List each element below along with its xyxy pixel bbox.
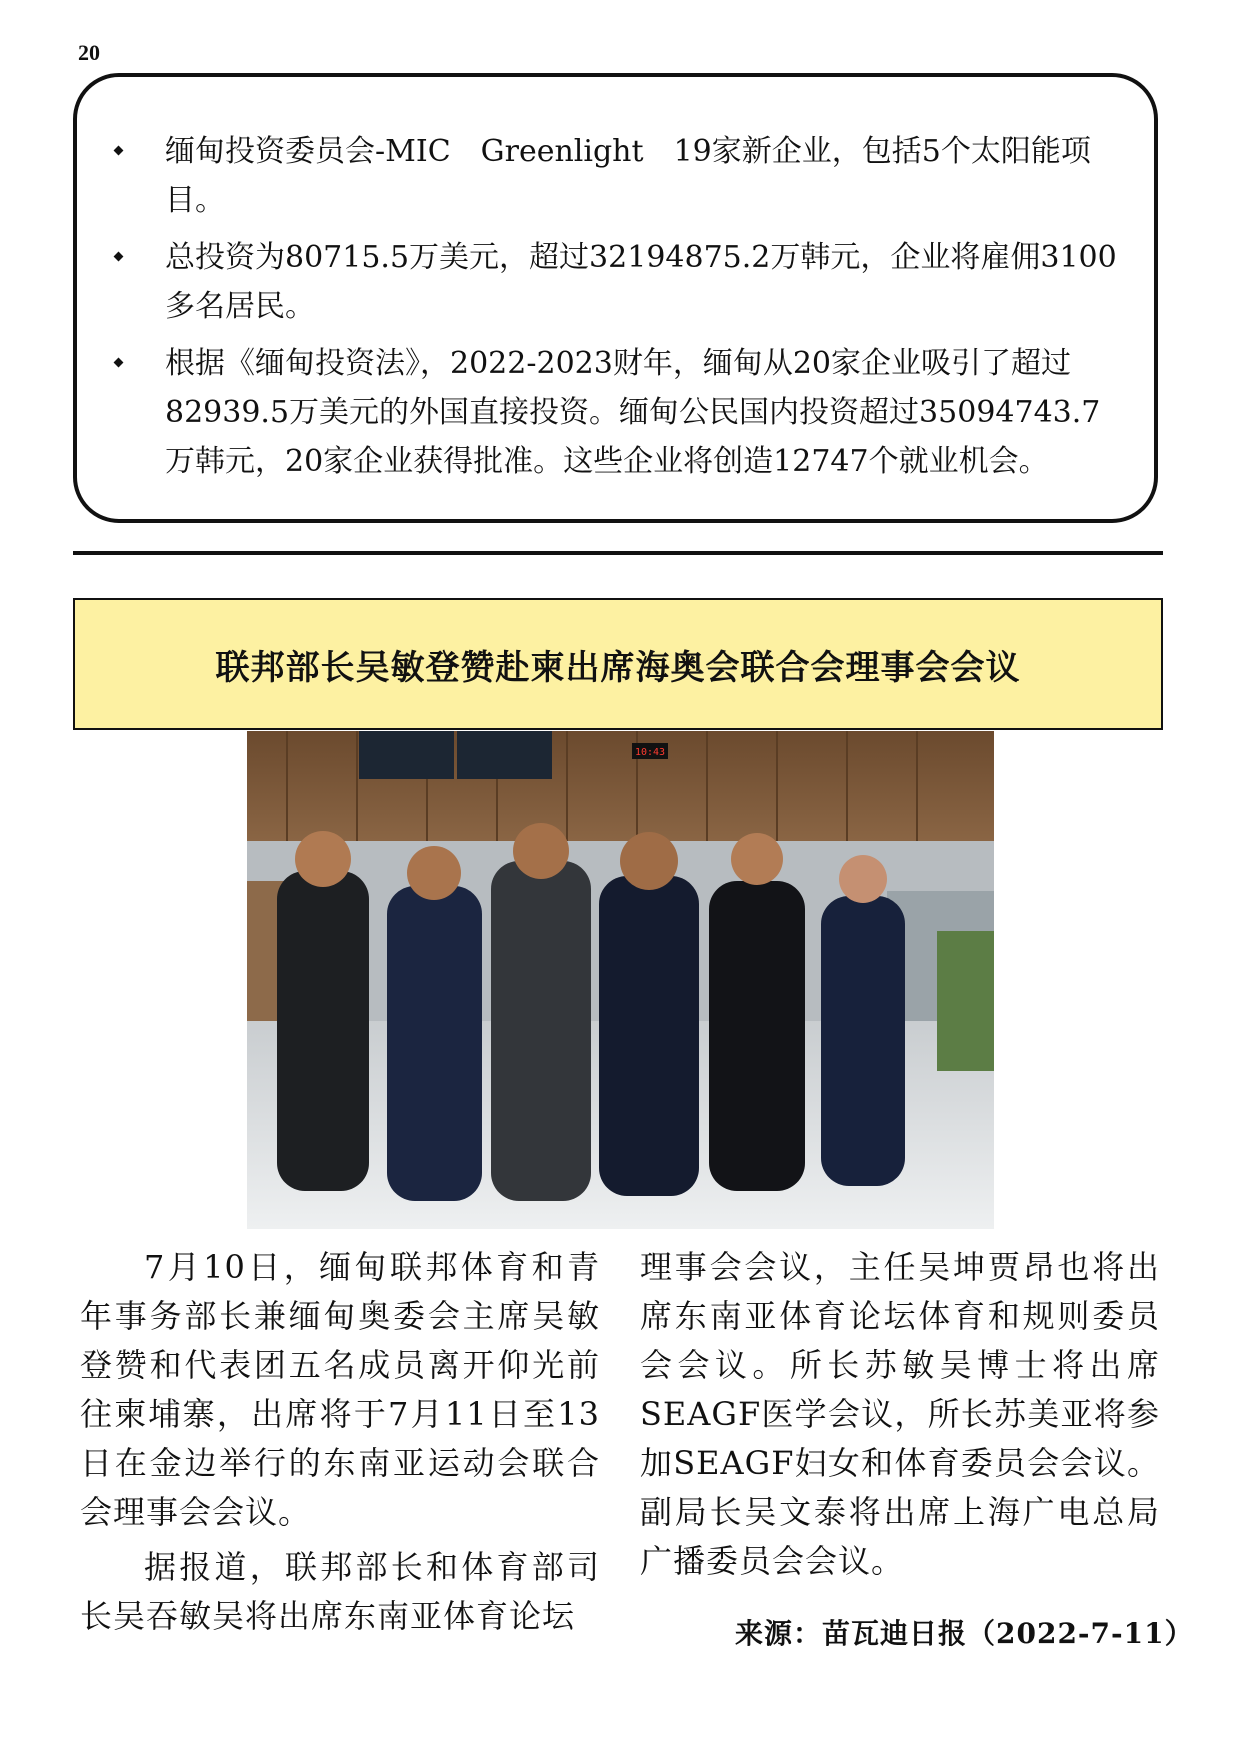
summary-box <box>73 73 1158 523</box>
article-source: 来源：苗瓦迪日报（2022-7-11） <box>735 1617 1194 1650</box>
bullet-item <box>107 233 1124 331</box>
bullet-item <box>107 127 1124 225</box>
article-column-right <box>640 1243 1160 1592</box>
article-column-left <box>80 1243 600 1647</box>
bullet-text: 总投资为80715.5万美元，超过32194875.2万韩元，企业将雇佣3100多名居民。 <box>165 240 1117 324</box>
page-number: 20 <box>78 40 100 65</box>
diamond-bullet-icon <box>114 146 124 156</box>
article-paragraph: 理事会会议，主任吴坤贾昂也将出席东南亚体育论坛体育和规则委员会会议。所长苏敏吴博士将出席SEAGF医学会议，所长苏美亚将参加SEAGF妇女和体育委员会会议。副局长吴文泰将出席上海广电总局广播委员会会议。 <box>640 1248 1160 1580</box>
bullet-text: 缅甸投资委员会-MIC Greenlight 19家新企业，包括5个太阳能项目。 <box>165 134 1091 218</box>
diamond-bullet-icon <box>114 358 124 368</box>
article-paragraph: 据报道，联邦部长和体育部司长吴吞敏吴将出席东南亚体育论坛 <box>80 1548 600 1635</box>
article-paragraph: 7月10日，缅甸联邦体育和青年事务部长兼缅甸奥委会主席吴敏登赞和代表团五名成员离开仰光前往柬埔寨，出席将于7月11日至13日在金边举行的东南亚运动会联合会理事会会议。 <box>80 1248 600 1531</box>
headline-banner <box>73 598 1163 730</box>
bullet-text: 根据《缅甸投资法》，2022-2023财年，缅甸从20家企业吸引了超过82939.5万美元的外国直接投资。缅甸公民国内投资超过35094743.7万韩元，20家企业获得批准。这些企业将创造12747个就业机会。 <box>165 346 1101 479</box>
article-headline: 联邦部长吴敏登赞赴柬出席海奥会联合会理事会会议 <box>215 647 1021 688</box>
delegation-photo <box>247 731 994 1229</box>
section-divider <box>73 551 1163 555</box>
diamond-bullet-icon <box>114 252 124 262</box>
wall-clock-text: 10:43 <box>634 747 666 758</box>
bullet-item <box>107 339 1124 486</box>
